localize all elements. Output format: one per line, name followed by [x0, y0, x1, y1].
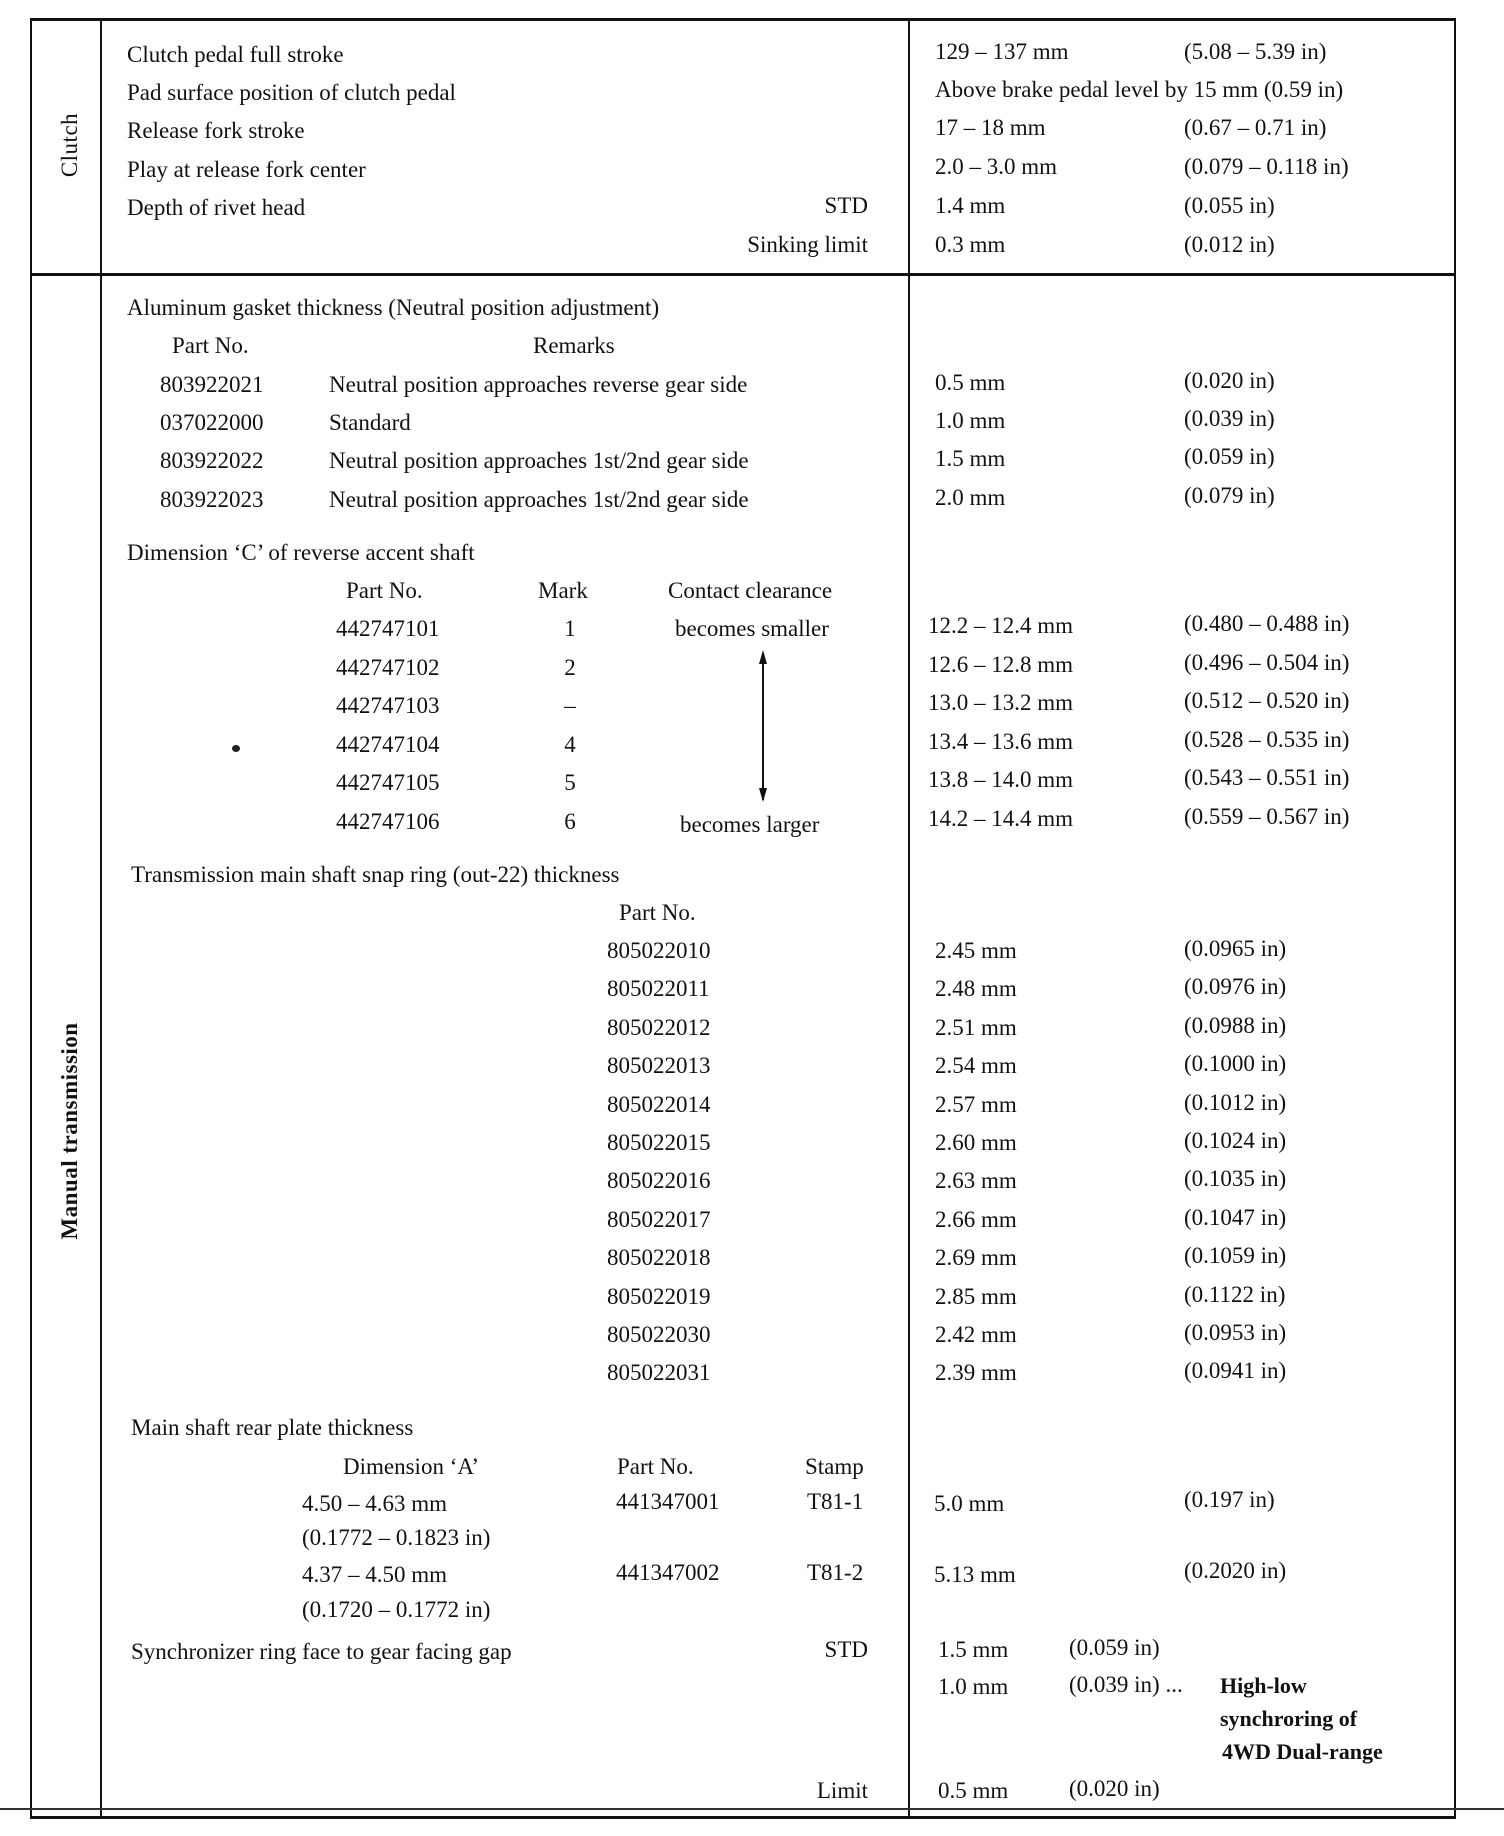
remarks: Neutral position approaches 1st/2nd gear side: [329, 487, 749, 512]
bottom-rule: [0, 1808, 1504, 1810]
spec-in: (0.559 – 0.567 in): [1184, 804, 1350, 829]
spec-in: (0.1122 in): [1184, 1282, 1286, 1307]
spec-mm: 2.0 mm: [935, 485, 1006, 510]
synchronizer-title: Synchronizer ring face to gear facing gap: [131, 1639, 512, 1664]
part-no: 805022014: [607, 1092, 711, 1117]
stamp: T81-1: [807, 1489, 864, 1514]
synchronizer-note-line: High-low: [1220, 1673, 1307, 1698]
spec-in: (0.0965 in): [1184, 936, 1287, 961]
part-no: 442747101: [336, 616, 440, 641]
spec-in: (0.67 – 0.71 in): [1184, 115, 1327, 140]
spec-in: (0.543 – 0.551 in): [1184, 765, 1350, 790]
spec-mm: 13.4 – 13.6 mm: [928, 729, 1074, 754]
part-no: 805022011: [607, 976, 710, 1001]
spec-mm: 17 – 18 mm: [935, 115, 1046, 140]
spec-in: (0.496 – 0.504 in): [1184, 650, 1350, 675]
reverse-header-mark: Mark: [538, 578, 588, 603]
part-no: 805022018: [607, 1245, 711, 1270]
spec-mm: 14.2 – 14.4 mm: [928, 806, 1074, 831]
spec-in: (0.1047 in): [1184, 1205, 1287, 1230]
part-no: 442747106: [336, 809, 440, 834]
spec-in: (0.012 in): [1184, 232, 1275, 257]
section-label-clutch: Clutch: [57, 112, 82, 178]
spec-mm: 2.60 mm: [935, 1130, 1017, 1155]
arrow-down-icon: [759, 788, 767, 802]
spec-in: (0.039 in): [1184, 406, 1275, 431]
rear-plate-title: Main shaft rear plate thickness: [131, 1415, 414, 1440]
spec-item: Pad surface position of clutch pedal: [127, 80, 456, 105]
mark: –: [564, 693, 576, 718]
spec-mm: 1.5 mm: [935, 446, 1006, 471]
spec-mm: 1.0 mm: [935, 408, 1006, 433]
clearance-smaller-label: becomes smaller: [675, 616, 829, 641]
gasket-title: Aluminum gasket thickness (Neutral position adjustment): [127, 295, 660, 320]
spec-mm: 12.2 – 12.4 mm: [928, 613, 1074, 638]
spec-full-value: Above brake pedal level by 15 mm (0.59 in): [935, 77, 1344, 102]
spec-mm: 2.48 mm: [935, 976, 1017, 1001]
remarks: Neutral position approaches reverse gear side: [329, 372, 748, 397]
mark: 6: [564, 809, 576, 834]
spec-mm: 2.0 – 3.0 mm: [935, 154, 1058, 179]
spec-mm: 5.13 mm: [934, 1562, 1016, 1587]
spec-in: (0.1024 in): [1184, 1128, 1287, 1153]
stamp: T81-2: [807, 1560, 864, 1585]
reverse-header-clearance: Contact clearance: [668, 578, 833, 603]
spec-mm: 129 – 137 mm: [935, 39, 1069, 64]
part-no: 803922023: [160, 487, 264, 512]
spec-item: Play at release fork center: [127, 157, 366, 182]
synchronizer-limit-label: Limit: [816, 1778, 868, 1803]
spec-in: (0.039 in) ...: [1069, 1672, 1183, 1697]
mark: 5: [564, 770, 576, 795]
synchronizer-note-line: 4WD Dual-range: [1222, 1739, 1383, 1764]
spec-in: (0.0976 in): [1184, 974, 1287, 999]
spec-item: Release fork stroke: [127, 118, 305, 143]
spec-in: (0.059 in): [1184, 444, 1275, 469]
spec-mm: 2.45 mm: [935, 938, 1017, 963]
spec-in: (0.197 in): [1184, 1487, 1275, 1512]
rear-plate-header-dimension: Dimension ‘A’: [343, 1454, 480, 1479]
spec-in: (0.0988 in): [1184, 1013, 1287, 1038]
mark: 2: [564, 655, 576, 680]
spec-mm: 0.5 mm: [935, 370, 1006, 395]
spec-in: (0.059 in): [1069, 1635, 1160, 1660]
remarks: Standard: [329, 410, 411, 435]
spec-mm: 13.0 – 13.2 mm: [928, 690, 1074, 715]
spec-in: (0.1035 in): [1184, 1166, 1287, 1191]
synchronizer-note-line: synchroring of: [1220, 1706, 1358, 1731]
clearance-larger-label: becomes larger: [680, 812, 820, 837]
spec-table-frame: [30, 18, 1456, 1819]
part-no: 805022019: [607, 1284, 711, 1309]
clearance-arrow-shaft: [762, 660, 764, 800]
spec-in: (0.0941 in): [1184, 1358, 1287, 1383]
spec-item: Depth of rivet head: [127, 195, 306, 220]
spec-in: (0.020 in): [1184, 368, 1275, 393]
part-no: 805022012: [607, 1015, 711, 1040]
spec-mm: 2.54 mm: [935, 1053, 1017, 1078]
part-no: 805022030: [607, 1322, 711, 1347]
section-label-manual-transmission: Manual transmission: [57, 1022, 82, 1240]
scan-speck: [232, 745, 240, 752]
spec-in: (0.1000 in): [1184, 1051, 1287, 1076]
spec-item: Clutch pedal full stroke: [127, 42, 344, 67]
section-divider: [30, 273, 1454, 276]
spec-mm: 2.57 mm: [935, 1092, 1017, 1117]
part-no: 803922022: [160, 448, 264, 473]
synchronizer-std-label: STD: [824, 1637, 868, 1662]
spec-mm: 2.63 mm: [935, 1168, 1017, 1193]
rear-plate-header-part-no: Part No.: [617, 1454, 694, 1479]
spec-mm: 2.39 mm: [935, 1360, 1017, 1385]
snap-ring-title: Transmission main shaft snap ring (out-22) thickness: [131, 862, 620, 887]
reverse-shaft-title: Dimension ‘C’ of reverse accent shaft: [127, 540, 475, 565]
spec-mm: 1.5 mm: [938, 1637, 1009, 1662]
dimension-mm: 4.50 – 4.63 mm: [302, 1491, 448, 1516]
part-no: 803922021: [160, 372, 264, 397]
value-column-divider: [908, 18, 910, 1816]
part-no: 805022017: [607, 1207, 711, 1232]
part-no: 037022000: [160, 410, 264, 435]
spec-qualifier: Sinking limit: [747, 232, 868, 257]
rear-plate-header-stamp: Stamp: [805, 1454, 864, 1479]
spec-in: (5.08 – 5.39 in): [1184, 39, 1327, 64]
part-no: 442747105: [336, 770, 440, 795]
reverse-header-part-no: Part No.: [346, 578, 423, 603]
spec-in: (0.528 – 0.535 in): [1184, 727, 1350, 752]
spec-in: (0.055 in): [1184, 193, 1275, 218]
mark: 1: [564, 616, 576, 641]
spec-in: (0.2020 in): [1184, 1558, 1287, 1583]
spec-in: (0.1012 in): [1184, 1090, 1287, 1115]
spec-in: (0.480 – 0.488 in): [1184, 611, 1350, 636]
spec-in: (0.079 – 0.118 in): [1184, 154, 1349, 179]
spec-in: (0.0953 in): [1184, 1320, 1287, 1345]
remarks: Neutral position approaches 1st/2nd gear side: [329, 448, 749, 473]
dimension-mm: 4.37 – 4.50 mm: [302, 1562, 448, 1587]
spec-mm: 2.69 mm: [935, 1245, 1017, 1270]
spec-mm: 2.42 mm: [935, 1322, 1017, 1347]
spec-in: (0.1059 in): [1184, 1243, 1287, 1268]
spec-qualifier: STD: [824, 193, 868, 218]
spec-mm: 2.85 mm: [935, 1284, 1017, 1309]
part-no: 442747102: [336, 655, 440, 680]
part-no: 805022015: [607, 1130, 711, 1155]
spec-mm: 12.6 – 12.8 mm: [928, 652, 1074, 677]
part-no: 442747103: [336, 693, 440, 718]
mark: 4: [564, 732, 576, 757]
spec-mm: 5.0 mm: [934, 1491, 1005, 1516]
part-no: 805022010: [607, 938, 711, 963]
spec-mm: 1.4 mm: [935, 193, 1006, 218]
spec-in: (0.020 in): [1069, 1776, 1160, 1801]
spec-in: (0.512 – 0.520 in): [1184, 688, 1350, 713]
gasket-header-remarks: Remarks: [533, 333, 615, 358]
spec-mm: 0.5 mm: [938, 1778, 1009, 1803]
part-no: 805022031: [607, 1360, 711, 1385]
part-no: 441347002: [616, 1560, 720, 1585]
spec-mm: 2.51 mm: [935, 1015, 1017, 1040]
spec-mm: 2.66 mm: [935, 1207, 1017, 1232]
part-no: 805022016: [607, 1168, 711, 1193]
spec-mm: 0.3 mm: [935, 232, 1006, 257]
part-no: 442747104: [336, 732, 440, 757]
spec-in: (0.079 in): [1184, 483, 1275, 508]
spec-mm: 13.8 – 14.0 mm: [928, 767, 1074, 792]
snap-ring-header-part-no: Part No.: [619, 900, 696, 925]
part-no: 441347001: [616, 1489, 720, 1514]
part-no: 805022013: [607, 1053, 711, 1078]
gasket-header-part-no: Part No.: [172, 333, 249, 358]
category-column-divider: [100, 18, 102, 1816]
dimension-in: (0.1720 – 0.1772 in): [302, 1597, 491, 1622]
dimension-in: (0.1772 – 0.1823 in): [302, 1525, 491, 1550]
spec-mm: 1.0 mm: [938, 1674, 1009, 1699]
